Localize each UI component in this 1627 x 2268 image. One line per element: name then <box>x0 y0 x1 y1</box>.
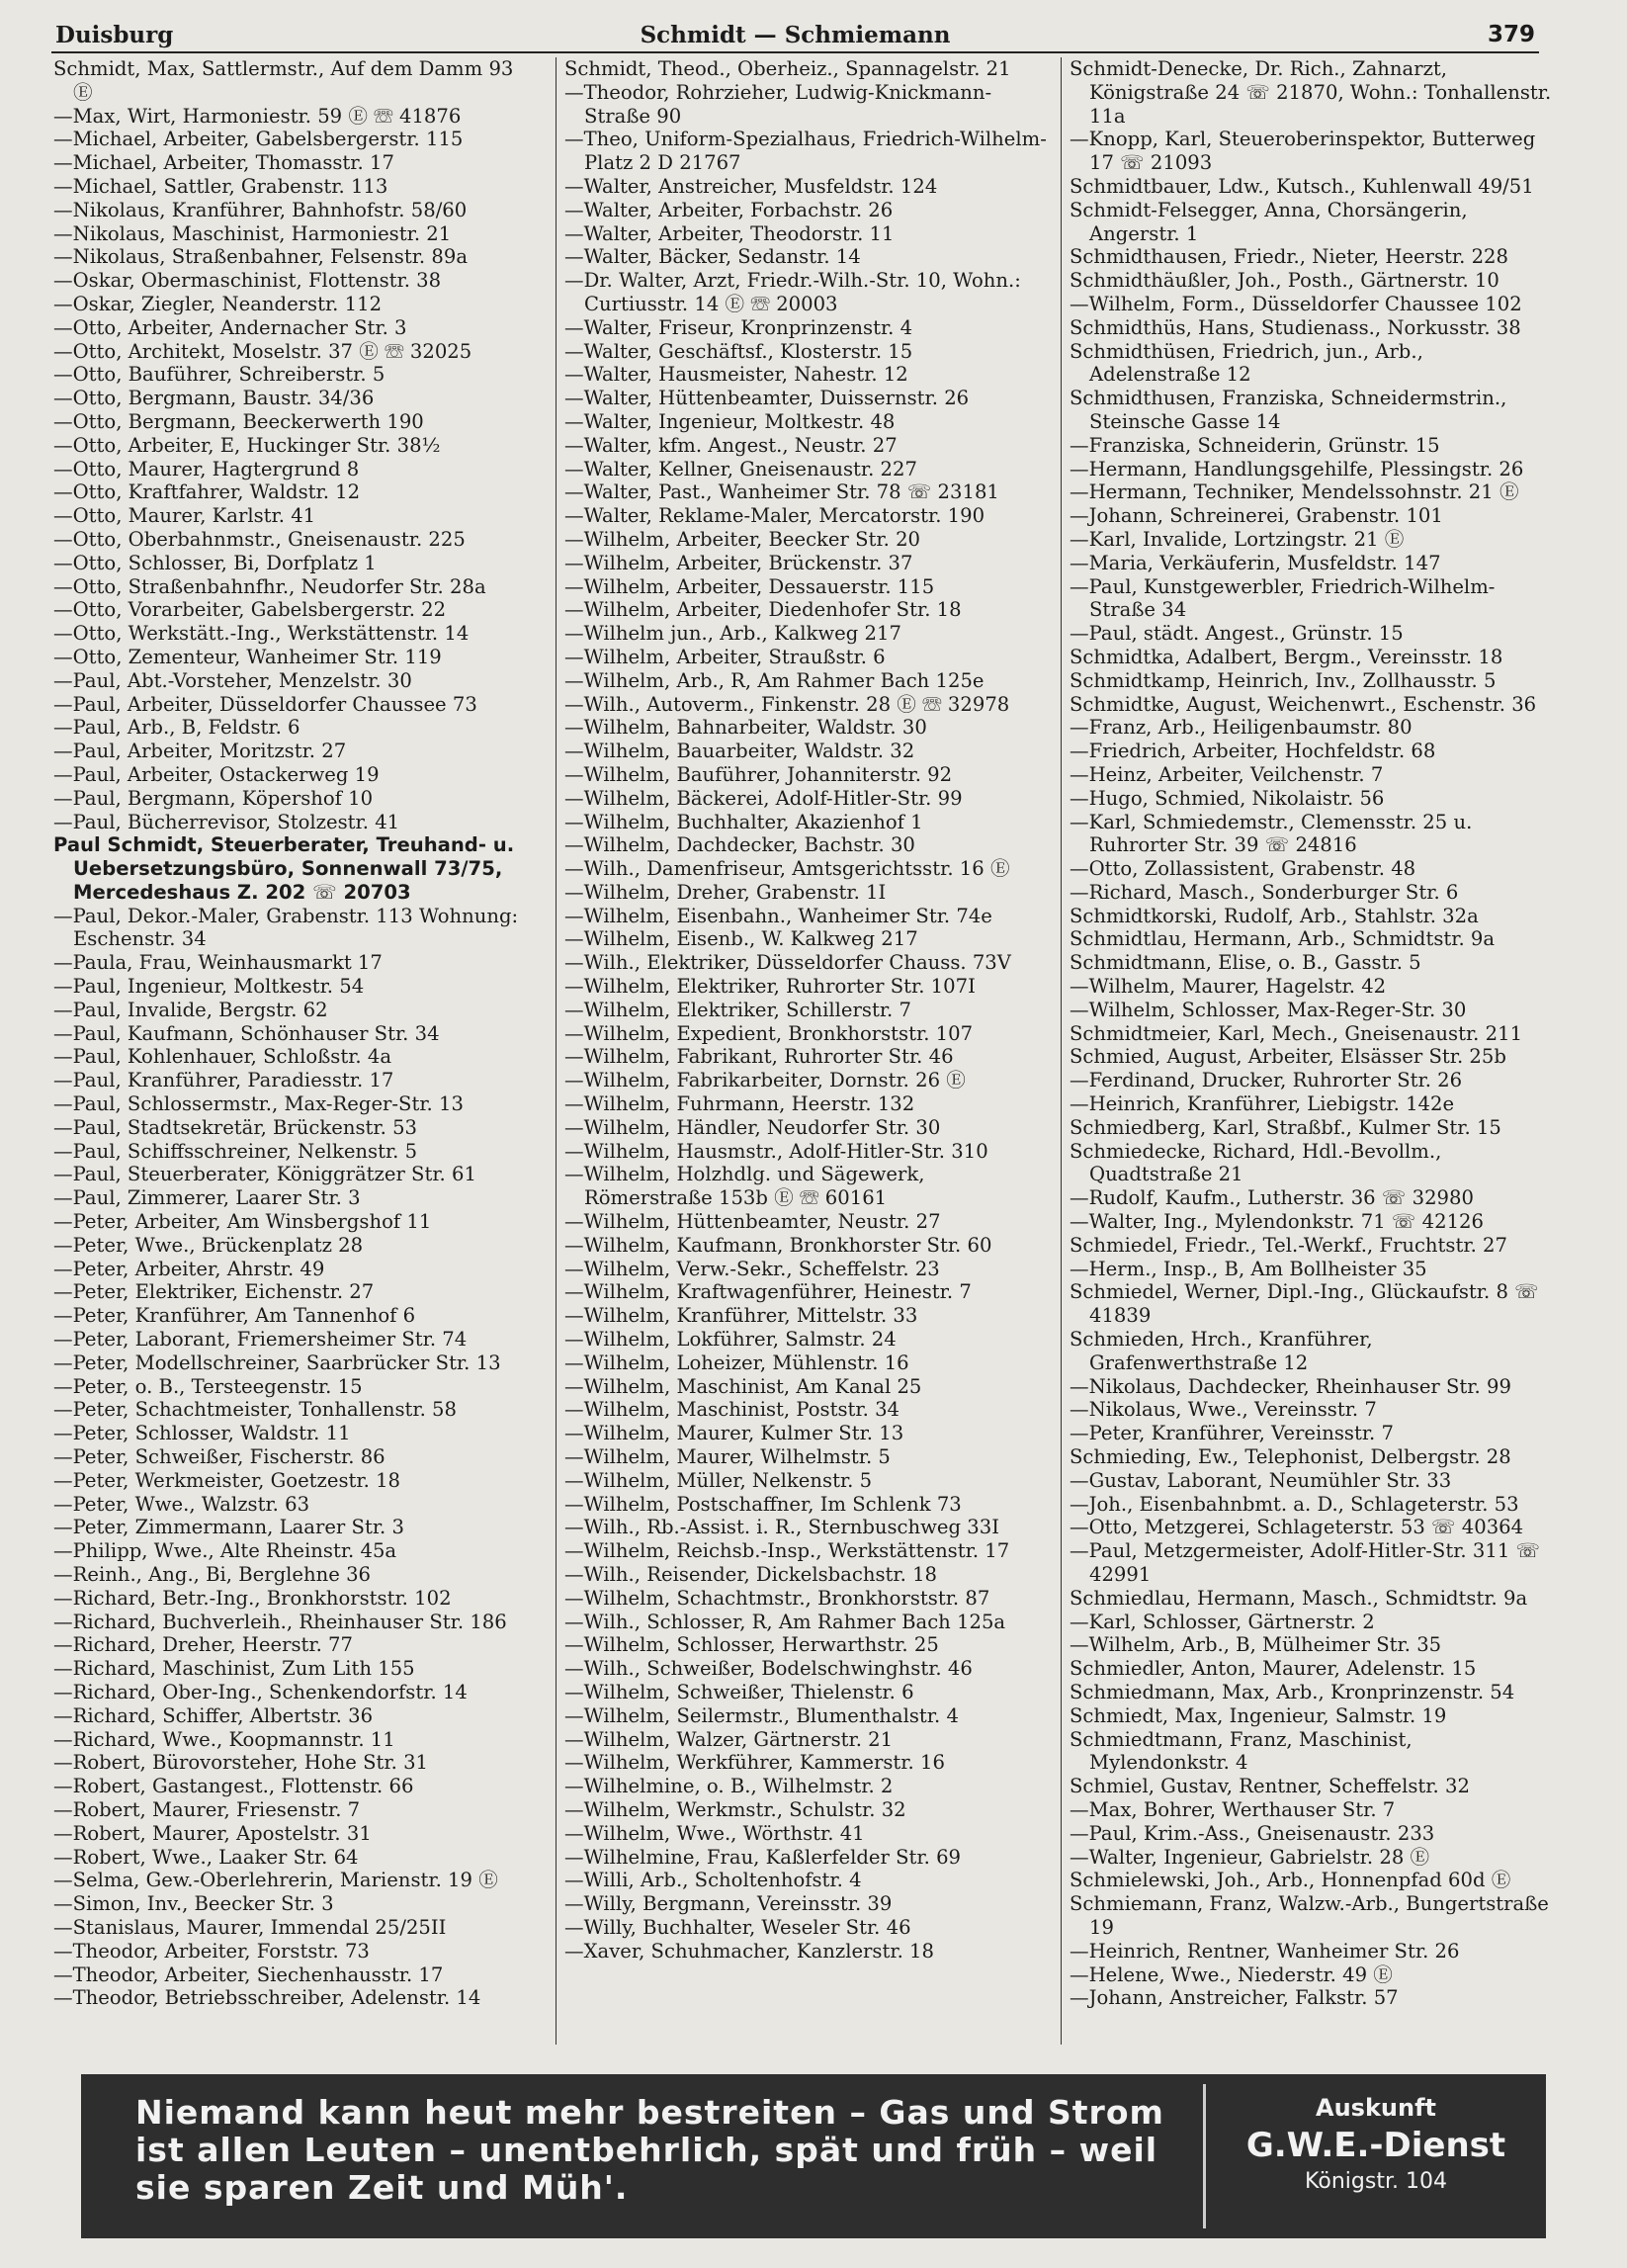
directory-entry: —Theodor, Arbeiter, Siechenhausstr. 17 <box>53 1963 444 1986</box>
directory-entry: —Richard, Betr.-Ing., Bronkhorststr. 102 <box>53 1586 452 1610</box>
directory-entry: —Wilhelmine, Frau, Kaßlerfelder Str. 69 <box>564 1845 962 1869</box>
directory-entry: —Paul, Metzgermeister, Adolf-Hitler-Str. 311 ☏ 42991 <box>1070 1539 1541 1586</box>
directory-entry: —Walter, Hausmeister, Nahestr. 12 <box>564 363 908 387</box>
directory-entry: —Otto, Werkstätt.-Ing., Werkstättenstr. 14 <box>53 622 470 646</box>
directory-entry: —Wilh., Schweißer, Bodelschwinghstr. 46 <box>564 1657 973 1681</box>
directory-entry: —Walter, Past., Wanheimer Str. 78 ☏ 23181 <box>564 480 999 504</box>
directory-entry: Schmied, August, Arbeiter, Elsässer Str. 25b <box>1070 1045 1506 1069</box>
ad-info-name: G.W.E.-Dienst <box>1245 2126 1506 2165</box>
directory-entry: —Wilhelm, Arb., B, Mülheimer Str. 35 <box>1070 1633 1442 1657</box>
directory-entry: —Wilhelm, Schweißer, Thielenstr. 6 <box>564 1680 914 1703</box>
directory-entry: —Walter, kfm. Angest., Neustr. 27 <box>564 433 898 457</box>
directory-entry: —Robert, Maurer, Friesenstr. 7 <box>53 1797 361 1821</box>
directory-entry: —Max, Bohrer, Werthauser Str. 7 <box>1070 1797 1396 1821</box>
directory-entry: Schmiedel, Friedr., Tel.-Werkf., Fruchtstr. 27 <box>1070 1233 1507 1257</box>
ad-slogan: Niemand kann heut mehr bestreiten – Gas und Strom ist allen Leuten – unentbehrlich, spät und früh – weil sie sparen Zeit und Müh'. <box>135 2093 1164 2207</box>
directory-entry: —Wilhelm, Kaufmann, Bronkhorster Str. 60 <box>564 1233 992 1257</box>
directory-entry: —Otto, Maurer, Karlstr. 41 <box>53 504 316 528</box>
directory-entry: Schmidtka, Adalbert, Bergm., Vereinsstr. 18 <box>1070 645 1503 668</box>
directory-entry: —Johann, Schreinerei, Grabenstr. 101 <box>1070 504 1443 528</box>
directory-entry: —Paul, Arbeiter, Düsseldorfer Chaussee 73 <box>53 692 477 716</box>
column-3 <box>1061 57 1552 2045</box>
directory-entry: —Paul, Schiffsschreiner, Nelkenstr. 5 <box>53 1139 418 1163</box>
directory-entry: —Walter, Ing., Mylendonkstr. 71 ☏ 42126 <box>1070 1210 1484 1234</box>
directory-entry: —Wilhelm, Dreher, Grabenstr. 1I <box>564 880 887 904</box>
header-city: Duisburg <box>55 22 174 48</box>
directory-entry: —Johann, Anstreicher, Falkstr. 57 <box>1070 1986 1399 2010</box>
directory-entry: —Wilhelm, Walzer, Gärtnerstr. 21 <box>564 1727 894 1751</box>
directory-entry: Schmidthäußler, Joh., Posth., Gärtnerstr. 10 <box>1070 269 1499 293</box>
directory-entry: Schmidt-Denecke, Dr. Rich., Zahnarzt, Königstraße 24 ☏ 21870, Wohn.: Tonhallenstr. 11a <box>1070 57 1552 128</box>
directory-entry: —Peter, o. B., Tersteegenstr. 15 <box>53 1374 363 1398</box>
directory-entry: Schmiedel, Werner, Dipl.-Ing., Glückaufstr. 8 ☏ 41839 <box>1070 1280 1539 1328</box>
directory-entry: —Wilh., Reisender, Dickelsbachstr. 18 <box>564 1563 938 1586</box>
directory-entry: —Richard, Maschinist, Zum Lith 155 <box>53 1657 415 1681</box>
directory-entry: —Paula, Frau, Weinhausmarkt 17 <box>53 951 383 975</box>
directory-entry: —Wilhelm, Maurer, Wilhelmstr. 5 <box>564 1445 891 1469</box>
directory-entry: —Wilhelm, Fabrikant, Ruhrorter Str. 46 <box>564 1045 954 1069</box>
directory-entry: Schmidtbauer, Ldw., Kutsch., Kuhlenwall 49/51 <box>1070 174 1534 198</box>
directory-entry: —Otto, Zementeur, Wanheimer Str. 119 <box>53 645 442 668</box>
directory-entry: —Reinh., Ang., Bi, Berglehne 36 <box>53 1563 372 1586</box>
directory-entry: —Franziska, Schneiderin, Grünstr. 15 <box>1070 433 1440 457</box>
directory-entry: —Nikolaus, Wwe., Vereinsstr. 7 <box>1070 1398 1377 1422</box>
directory-entry: —Theodor, Rohrzieher, Ludwig-Knickmann-Straße 90 <box>564 80 992 128</box>
directory-entry: —Otto, Maurer, Hagtergrund 8 <box>53 457 360 480</box>
directory-entry: —Wilhelm, Arb., R, Am Rahmer Bach 125e <box>564 668 985 692</box>
directory-entry: Schmidthüs, Hans, Studienass., Norkusstr. 38 <box>1070 315 1521 339</box>
directory-entry: —Paul, Kohlenhauer, Schloßstr. 4a <box>53 1045 392 1069</box>
directory-entry: —Peter, Arbeiter, Ahrstr. 49 <box>53 1257 325 1280</box>
directory-entry: —Wilhelm, Schachtmstr., Bronkhorststr. 87 <box>564 1586 990 1610</box>
directory-entry: —Michael, Sattler, Grabenstr. 113 <box>53 174 388 198</box>
directory-entry: —Otto, Arbeiter, Andernacher Str. 3 <box>53 315 407 339</box>
directory-entry: —Knopp, Karl, Steueroberinspektor, Butterweg 17 ☏ 21093 <box>1070 128 1536 175</box>
directory-entry: Schmidthusen, Franziska, Schneidermstrin., Steinsche Gasse 14 <box>1070 387 1507 433</box>
directory-entry: —Wilhelm, Buchhalter, Akazienhof 1 <box>564 810 923 833</box>
directory-entry: —Walter, Hüttenbeamter, Duissernstr. 26 <box>564 387 970 410</box>
directory-entry: —Paul, Bergmann, Köpershof 10 <box>53 786 374 810</box>
directory-entry: —Wilhelm, Seilermstr., Blumenthalstr. 4 <box>564 1703 959 1727</box>
directory-entry: —Nikolaus, Straßenbahner, Felsenstr. 89a <box>53 245 468 269</box>
directory-entry: —Heinrich, Kranführer, Liebigstr. 142e <box>1070 1092 1455 1116</box>
directory-entry: —Walter, Arbeiter, Theodorstr. 11 <box>564 221 895 245</box>
directory-entry: —Theo, Uniform-Spezialhaus, Friedrich-Wilhelm-Platz 2 D 21767 <box>564 128 1047 175</box>
directory-entry: —Wilhelm, Kraftwagenführer, Heinestr. 7 <box>564 1280 972 1304</box>
directory-entry: —Peter, Schweißer, Fischerstr. 86 <box>53 1445 385 1469</box>
directory-entry: —Richard, Buchverleih., Rheinhauser Str. 186 <box>53 1610 507 1633</box>
directory-entry: —Wilhelm, Maurer, Kulmer Str. 13 <box>564 1422 904 1445</box>
directory-entry: —Xaver, Schuhmacher, Kanzlerstr. 18 <box>564 1939 934 1963</box>
column-1 <box>53 57 538 2045</box>
directory-entry: —Paul, Kunstgewerbler, Friedrich-Wilhelm-Straße 34 <box>1070 574 1496 622</box>
directory-entry: —Dr. Walter, Arzt, Friedr.-Wilh.-Str. 10, Wohn.: Curtiusstr. 14 Ⓔ ☏ 20003 <box>564 269 1021 315</box>
directory-entry: —Richard, Dreher, Heerstr. 77 <box>53 1633 353 1657</box>
directory-entry: —Peter, Schachtmeister, Tonhallenstr. 58 <box>53 1398 457 1422</box>
directory-entry: Schmiedt, Max, Ingenieur, Salmstr. 19 <box>1070 1703 1447 1727</box>
directory-entry: —Peter, Wwe., Walzstr. 63 <box>53 1492 310 1516</box>
directory-entry: —Helene, Wwe., Niederstr. 49 Ⓔ <box>1070 1963 1393 1986</box>
directory-entry: —Maria, Verkäuferin, Musfeldstr. 147 <box>1070 551 1441 574</box>
directory-entry: —Paul, Dekor.-Maler, Grabenstr. 113 Wohnung: Eschenstr. 34 <box>53 904 519 951</box>
directory-entry: —Paul, Kaufmann, Schönhauser Str. 34 <box>53 1021 440 1045</box>
directory-entry: —Heinrich, Rentner, Wanheimer Str. 26 <box>1070 1939 1460 1963</box>
directory-entry: Schmiemann, Franz, Walzw.-Arb., Bungertstraße 19 <box>1070 1892 1549 1939</box>
directory-entry: Schmielewski, Joh., Arb., Honnenpfad 60d Ⓔ <box>1070 1869 1511 1892</box>
directory-entry: —Robert, Bürovorsteher, Hohe Str. 31 <box>53 1751 429 1775</box>
directory-entry: —Paul, städt. Angest., Grünstr. 15 <box>1070 622 1404 646</box>
directory-entry: —Wilhelm jun., Arb., Kalkweg 217 <box>564 622 901 646</box>
directory-entry: —Wilhelmine, o. B., Wilhelmstr. 2 <box>564 1775 894 1798</box>
directory-entry: —Wilhelm, Kranführer, Mittelstr. 33 <box>564 1304 918 1328</box>
ad-info-address: Königstr. 104 <box>1305 2169 1447 2194</box>
directory-entry: —Paul, Invalide, Bergstr. 62 <box>53 998 328 1021</box>
directory-entry: —Wilhelm, Loheizer, Mühlenstr. 16 <box>564 1351 909 1374</box>
directory-entry: —Peter, Elektriker, Eichenstr. 27 <box>53 1280 375 1304</box>
directory-entry: —Nikolaus, Kranführer, Bahnhofstr. 58/60 <box>53 198 468 221</box>
directory-entry: —Ferdinand, Drucker, Ruhrorter Str. 26 <box>1070 1069 1463 1092</box>
directory-entry: —Wilhelm, Arbeiter, Beecker Str. 20 <box>564 527 921 551</box>
directory-entry: Schmiedberg, Karl, Straßbf., Kulmer Str. 15 <box>1070 1115 1501 1139</box>
directory-entry: —Walter, Reklame-Maler, Mercatorstr. 190 <box>564 504 985 528</box>
directory-entry: —Wilhelm, Schlosser, Max-Reger-Str. 30 <box>1070 998 1467 1021</box>
directory-entry: —Wilhelm, Fabrikarbeiter, Dornstr. 26 Ⓔ <box>564 1069 966 1092</box>
directory-entry: Schmidt-Felsegger, Anna, Chorsängerin, Angerstr. 1 <box>1070 198 1468 245</box>
directory-entry: —Michael, Arbeiter, Gabelsbergerstr. 115 <box>53 128 464 151</box>
directory-entry: Schmidthausen, Friedr., Nieter, Heerstr. 228 <box>1070 245 1508 269</box>
directory-entry: —Peter, Laborant, Friemersheimer Str. 74 <box>53 1328 468 1352</box>
directory-entry: —Wilhelm, Postschaffner, Im Schlenk 73 <box>564 1492 962 1516</box>
directory-entry: —Oskar, Obermaschinist, Flottenstr. 38 <box>53 269 442 293</box>
directory-entry: —Richard, Wwe., Koopmannstr. 11 <box>53 1727 395 1751</box>
directory-entry: —Otto, Schlosser, Bi, Dorfplatz 1 <box>53 551 377 574</box>
directory-entry: —Wilhelm, Reichsb.-Insp., Werkstättenstr. 17 <box>564 1539 1010 1563</box>
directory-entry: Paul Schmidt, Steuerberater, Treuhand- u. Uebersetzungsbüro, Sonnenwall 73/75, Mercedeshaus Z. 202 ☏ 20703 <box>53 833 515 904</box>
page-number: 379 <box>1487 22 1535 47</box>
directory-entry: —Otto, Metzgerei, Schlageterstr. 53 ☏ 40364 <box>1070 1516 1524 1539</box>
directory-entry: —Wilhelm, Eisenbahn., Wanheimer Str. 74e <box>564 904 992 927</box>
directory-entry: —Wilhelm, Händler, Neudorfer Str. 30 <box>564 1115 941 1139</box>
directory-entry: —Otto, Bergmann, Baustr. 34/36 <box>53 387 375 410</box>
directory-entry: Schmiedlau, Hermann, Masch., Schmidtstr. 9a <box>1070 1586 1528 1610</box>
directory-entry: —Heinz, Arbeiter, Veilchenstr. 7 <box>1070 762 1384 786</box>
directory-entry: —Wilhelm, Maschinist, Am Kanal 25 <box>564 1374 922 1398</box>
column-2 <box>556 57 1051 2045</box>
directory-entry: —Walter, Friseur, Kronprinzenstr. 4 <box>564 315 913 339</box>
directory-entry: —Gustav, Laborant, Neumühler Str. 33 <box>1070 1468 1452 1492</box>
directory-entry: —Wilhelm, Wwe., Wörthstr. 41 <box>564 1821 865 1845</box>
directory-entry: —Joh., Eisenbahnbmt. a. D., Schlageterstr. 53 <box>1070 1492 1519 1516</box>
advertisement-banner <box>81 2074 1546 2238</box>
page-header <box>51 18 1539 53</box>
directory-entry: —Wilhelm, Maschinist, Poststr. 34 <box>564 1398 900 1422</box>
directory-entry: Schmiedtmann, Franz, Maschinist, Mylendonkstr. 4 <box>1070 1727 1413 1775</box>
directory-entry: —Wilh., Rb.-Assist. i. R., Sternbuschweg 33I <box>564 1516 999 1539</box>
directory-entry: Schmidthüsen, Friedrich, jun., Arb., Adelenstraße 12 <box>1070 339 1423 387</box>
directory-entry: —Theodor, Betriebsschreiber, Adelenstr. 14 <box>53 1986 481 2010</box>
directory-entry: —Wilhelm, Eisenb., W. Kalkweg 217 <box>564 927 918 951</box>
directory-entry: —Paul, Arb., B, Feldstr. 6 <box>53 716 300 740</box>
directory-entry: —Wilhelm, Arbeiter, Diedenhofer Str. 18 <box>564 598 962 622</box>
directory-entry: Schmidt, Theod., Oberheiz., Spannagelstr. 21 <box>564 57 1011 80</box>
directory-entry: —Peter, Kranführer, Am Tannenhof 6 <box>53 1304 416 1328</box>
directory-entry: —Otto, Arbeiter, E, Huckinger Str. 38½ <box>53 433 441 457</box>
directory-entry: —Peter, Wwe., Brückenplatz 28 <box>53 1233 364 1257</box>
directory-entry: —Walter, Bäcker, Sedanstr. 14 <box>564 245 861 269</box>
directory-entry: —Stanislaus, Maurer, Immendal 25/25II <box>53 1915 447 1939</box>
directory-entry: —Simon, Inv., Beecker Str. 3 <box>53 1892 334 1916</box>
directory-entry: —Wilhelm, Dachdecker, Bachstr. 30 <box>564 833 915 857</box>
directory-entry: —Max, Wirt, Harmoniestr. 59 Ⓔ ☏ 41876 <box>53 104 462 128</box>
directory-entry: —Robert, Maurer, Apostelstr. 31 <box>53 1821 372 1845</box>
directory-entry: —Wilhelm, Bauarbeiter, Waldstr. 32 <box>564 740 915 763</box>
directory-entry: —Paul, Steuerberater, Königgrätzer Str. 61 <box>53 1163 476 1186</box>
directory-entry: —Wilhelm, Hausmstr., Adolf-Hitler-Str. 310 <box>564 1139 988 1163</box>
directory-entry: —Paul, Ingenieur, Moltkestr. 54 <box>53 975 365 999</box>
directory-entry: —Richard, Ober-Ing., Schenkendorfstr. 14 <box>53 1680 468 1703</box>
directory-entry: —Walter, Ingenieur, Moltkestr. 48 <box>564 409 896 433</box>
directory-entry: Schmiedler, Anton, Maurer, Adelenstr. 15 <box>1070 1657 1477 1681</box>
directory-entry: —Willy, Buchhalter, Weseler Str. 46 <box>564 1915 911 1939</box>
directory-entry: —Friedrich, Arbeiter, Hochfeldstr. 68 <box>1070 740 1436 763</box>
directory-entry: —Theodor, Arbeiter, Forststr. 73 <box>53 1939 370 1963</box>
directory-entry: —Karl, Schmiedemstr., Clemensstr. 25 u. Ruhrorter Str. 39 ☏ 24816 <box>1070 810 1473 857</box>
directory-entry: —Hugo, Schmied, Nikolaistr. 56 <box>1070 786 1385 810</box>
directory-entry: —Peter, Schlosser, Waldstr. 11 <box>53 1422 351 1445</box>
directory-entry: —Richard, Schiffer, Albertstr. 36 <box>53 1703 374 1727</box>
directory-entry: —Paul, Schlossermstr., Max-Reger-Str. 13 <box>53 1092 464 1116</box>
ad-info-label: Auskunft <box>1316 2094 1436 2122</box>
header-name-range: Schmidt — Schmiemann <box>640 22 951 48</box>
directory-entry: —Wilhelm, Werkmstr., Schulstr. 32 <box>564 1797 906 1821</box>
directory-entry: —Peter, Arbeiter, Am Winsbergshof 11 <box>53 1210 432 1234</box>
directory-entry: Schmidtlau, Hermann, Arb., Schmidtstr. 9a <box>1070 927 1496 951</box>
directory-entry: —Peter, Kranführer, Vereinsstr. 7 <box>1070 1422 1394 1445</box>
directory-entry: —Otto, Oberbahnmstr., Gneisenaustr. 225 <box>53 527 466 551</box>
directory-entry: —Willi, Arb., Scholtenhofstr. 4 <box>564 1869 862 1892</box>
directory-entry: —Rudolf, Kaufm., Lutherstr. 36 ☏ 32980 <box>1070 1186 1474 1210</box>
directory-entry: —Wilhelm, Arbeiter, Brückenstr. 37 <box>564 551 913 574</box>
directory-entry: —Wilhelm, Arbeiter, Straußstr. 6 <box>564 645 886 668</box>
ad-info-box <box>1218 2094 1534 2194</box>
directory-entry: —Karl, Schlosser, Gärtnerstr. 2 <box>1070 1610 1375 1633</box>
directory-entry: Schmidtkorski, Rudolf, Arb., Stahlstr. 32a <box>1070 904 1479 927</box>
directory-entry: —Robert, Gastangest., Flottenstr. 66 <box>53 1775 414 1798</box>
directory-entry: —Peter, Werkmeister, Goetzestr. 18 <box>53 1468 401 1492</box>
directory-entry: —Walter, Arbeiter, Forbachstr. 26 <box>564 198 894 221</box>
directory-entry: —Otto, Straßenbahnfhr., Neudorfer Str. 28a <box>53 574 486 598</box>
directory-entry: —Franz, Arb., Heiligenbaumstr. 80 <box>1070 716 1413 740</box>
directory-entry: —Wilhelm, Hüttenbeamter, Neustr. 27 <box>564 1210 941 1234</box>
directory-entry: —Wilhelm, Verw.-Sekr., Scheffelstr. 23 <box>564 1257 940 1280</box>
directory-entry: —Walter, Anstreicher, Musfeldstr. 124 <box>564 174 938 198</box>
directory-entry: —Walter, Geschäftsf., Klosterstr. 15 <box>564 339 913 363</box>
directory-entry: —Wilhelm, Bäckerei, Adolf-Hitler-Str. 99 <box>564 786 963 810</box>
directory-entry: —Wilh., Schlosser, R, Am Rahmer Bach 125a <box>564 1610 1006 1633</box>
directory-entry: —Selma, Gew.-Oberlehrerin, Marienstr. 19 Ⓔ <box>53 1869 498 1892</box>
directory-entry: —Wilhelm, Lokführer, Salmstr. 24 <box>564 1328 897 1352</box>
directory-entry: —Hermann, Handlungsgehilfe, Plessingstr. 26 <box>1070 457 1524 480</box>
directory-entry: —Peter, Zimmermann, Laarer Str. 3 <box>53 1516 404 1539</box>
directory-entry: —Wilhelm, Müller, Nelkenstr. 5 <box>564 1468 873 1492</box>
directory-entry: —Otto, Vorarbeiter, Gabelsbergerstr. 22 <box>53 598 447 622</box>
directory-entry: —Paul, Abt.-Vorsteher, Menzelstr. 30 <box>53 668 412 692</box>
directory-entry: —Wilhelm, Form., Düsseldorfer Chaussee 102 <box>1070 292 1522 315</box>
directory-entry: —Paul, Bücherrevisor, Stolzestr. 41 <box>53 810 400 833</box>
directory-entry: —Walter, Kellner, Gneisenaustr. 227 <box>564 457 917 480</box>
directory-entry: Schmiel, Gustav, Rentner, Scheffelstr. 32 <box>1070 1775 1470 1798</box>
directory-entry: —Nikolaus, Dachdecker, Rheinhauser Str. 99 <box>1070 1374 1511 1398</box>
directory-entry: —Wilhelm, Fuhrmann, Heerstr. 132 <box>564 1092 915 1116</box>
directory-entry: —Walter, Ingenieur, Gabrielstr. 28 Ⓔ <box>1070 1845 1430 1869</box>
directory-entry: —Wilh., Autoverm., Finkenstr. 28 Ⓔ ☏ 32978 <box>564 692 1010 716</box>
directory-entry: —Paul, Arbeiter, Moritzstr. 27 <box>53 740 347 763</box>
directory-entry: Schmieding, Ew., Telephonist, Delbergstr. 28 <box>1070 1445 1511 1469</box>
directory-entry: —Nikolaus, Maschinist, Harmoniestr. 21 <box>53 221 452 245</box>
directory-entry: —Hermann, Techniker, Mendelssohnstr. 21 Ⓔ <box>1070 480 1519 504</box>
directory-entry: Schmieden, Hrch., Kranführer, Grafenwerthstraße 12 <box>1070 1328 1373 1374</box>
directory-entry: —Otto, Kraftfahrer, Waldstr. 12 <box>53 480 361 504</box>
directory-entry: —Wilhelm, Elektriker, Schillerstr. 7 <box>564 998 911 1021</box>
directory-entry: —Wilh., Elektriker, Düsseldorfer Chauss. 73V <box>564 951 1011 975</box>
directory-entry: —Robert, Wwe., Laaker Str. 64 <box>53 1845 359 1869</box>
directory-entry: Schmidtkamp, Heinrich, Inv., Zollhausstr. 5 <box>1070 668 1497 692</box>
directory-entry: —Richard, Masch., Sonderburger Str. 6 <box>1070 880 1459 904</box>
directory-entry: —Wilhelm, Schlosser, Herwarthstr. 25 <box>564 1633 939 1657</box>
directory-entry: —Wilhelm, Bauführer, Johanniterstr. 92 <box>564 762 953 786</box>
directory-entry: —Wilhelm, Bahnarbeiter, Waldstr. 30 <box>564 716 927 740</box>
directory-entry: Schmidtmeier, Karl, Mech., Gneisenaustr. 211 <box>1070 1021 1523 1045</box>
directory-entry: —Wilhelm, Arbeiter, Dessauerstr. 115 <box>564 574 935 598</box>
directory-entry: Schmidtmann, Elise, o. B., Gasstr. 5 <box>1070 951 1421 975</box>
directory-entry: —Herm., Insp., B, Am Bollheister 35 <box>1070 1257 1427 1280</box>
directory-entry: —Wilh., Damenfriseur, Amtsgerichtsstr. 16 Ⓔ <box>564 857 1010 881</box>
directory-entry: —Paul, Krim.-Ass., Gneisenaustr. 233 <box>1070 1821 1435 1845</box>
directory-entry: —Wilhelm, Holzhdlg. und Sägewerk, Römerstraße 153b Ⓔ ☏ 60161 <box>564 1163 925 1210</box>
directory-entry: —Otto, Bergmann, Beeckerwerth 190 <box>53 409 424 433</box>
directory-entry: —Paul, Stadtsekretär, Brückenstr. 53 <box>53 1115 418 1139</box>
directory-entry: —Otto, Zollassistent, Grabenstr. 48 <box>1070 857 1416 881</box>
directory-entry: —Paul, Zimmerer, Laarer Str. 3 <box>53 1186 361 1210</box>
directory-entry: —Wilhelm, Werkführer, Kammerstr. 16 <box>564 1751 945 1775</box>
directory-entry: —Willy, Bergmann, Vereinsstr. 39 <box>564 1892 893 1916</box>
directory-entry: —Otto, Architekt, Moselstr. 37 Ⓔ ☏ 32025 <box>53 339 472 363</box>
directory-entry: —Paul, Kranführer, Paradiesstr. 17 <box>53 1069 394 1092</box>
directory-entry: —Philipp, Wwe., Alte Rheinstr. 45a <box>53 1539 397 1563</box>
directory-entry: Schmidtke, August, Weichenwrt., Eschenstr. 36 <box>1070 692 1537 716</box>
directory-entry: —Oskar, Ziegler, Neanderstr. 112 <box>53 292 383 315</box>
directory-entry: Schmiedecke, Richard, Hdl.-Bevollm., Quadtstraße 21 <box>1070 1139 1442 1186</box>
directory-entry: —Michael, Arbeiter, Thomasstr. 17 <box>53 151 394 175</box>
directory-entry: —Peter, Modellschreiner, Saarbrücker Str. 13 <box>53 1351 501 1374</box>
ad-divider <box>1203 2084 1206 2228</box>
directory-entry: Schmiedmann, Max, Arb., Kronprinzenstr. 54 <box>1070 1680 1515 1703</box>
directory-entry: Schmidt, Max, Sattlermstr., Auf dem Damm 93 Ⓔ <box>53 57 514 104</box>
directory-entry: —Otto, Bauführer, Schreiberstr. 5 <box>53 363 385 387</box>
directory-entry: —Wilhelm, Maurer, Hagelstr. 42 <box>1070 975 1387 999</box>
directory-entry: —Wilhelm, Expedient, Bronkhorststr. 107 <box>564 1021 974 1045</box>
directory-entry: —Paul, Arbeiter, Ostackerweg 19 <box>53 762 380 786</box>
directory-entry: —Wilhelm, Elektriker, Ruhrorter Str. 107I <box>564 975 976 999</box>
directory-entry: —Karl, Invalide, Lortzingstr. 21 Ⓔ <box>1070 527 1405 551</box>
